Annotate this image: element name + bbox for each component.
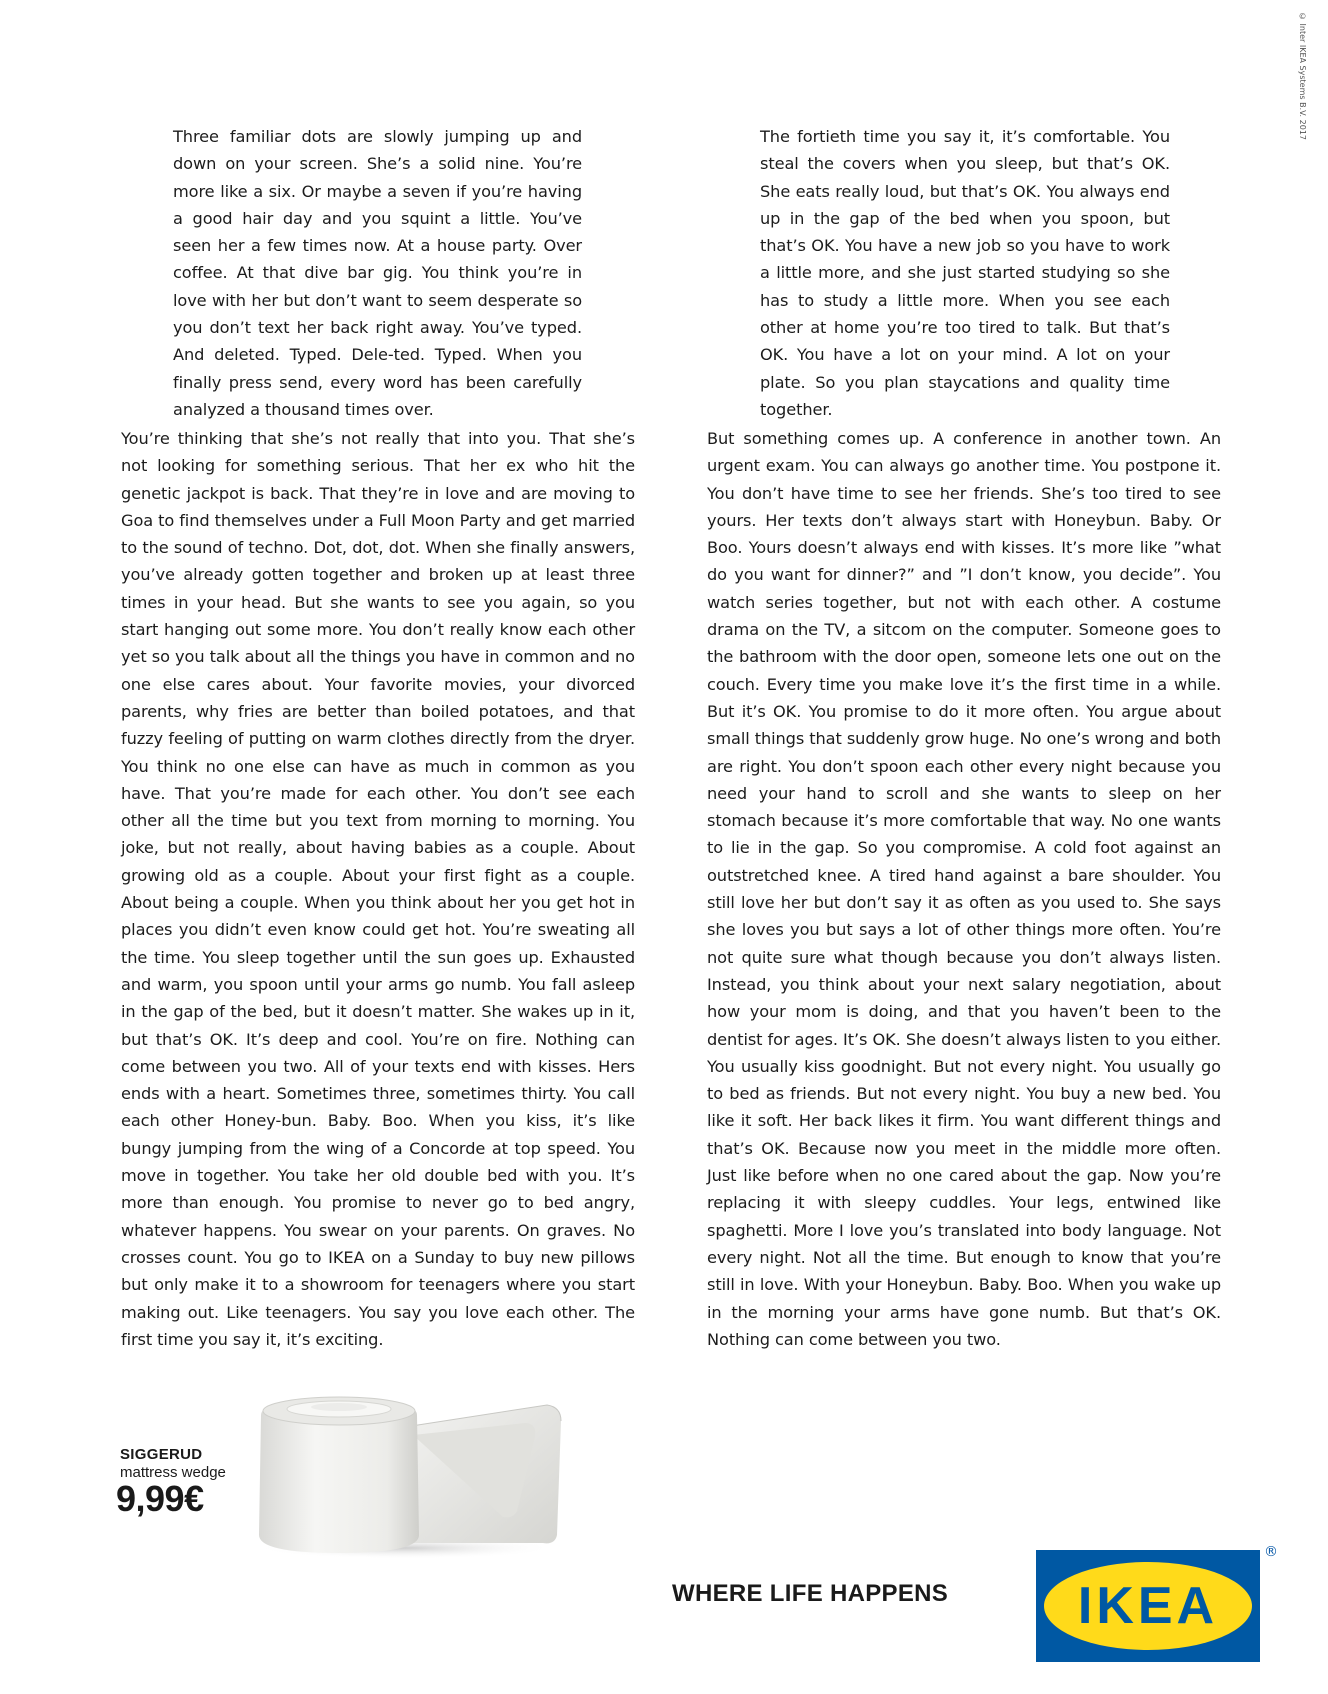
ikea-logo-text: IKEA [1077, 1577, 1219, 1635]
story-paragraph-2: The fortieth time you say it, it’s comfortable. You steal the covers when you sleep, but that’s OK. She eats really loud, but that’s OK. You always end up in the gap of the bed when you spoon, but that’s OK. You have a new job so you have to work a little more, and she just started studying so she has to study a little more. When you see each other at home you’re too tired to talk. But that’s OK. You have a lot on your mind. A lot on your plate. So you plan staycations and quality time together. [760, 127, 1170, 419]
story-paragraph-4: But something comes up. A conference in another town. An urgent exam. You can always go another time. You postpone it. You don’t have time to see her friends. She’s too tired to see yours. Her texts don’t always start with Honeybun. Baby. Or Boo. Yours doesn’t always end with kisses. It’s more like ”what do you want for dinner?” and ”I don’t know, you decide”. You watch series together, but not with each other. A costume drama on the TV, a sitcom on the computer. Someone goes to the bathroom with the door open, someone lets one out on the couch. Every time you make love it’s the first time in a while. But it’s OK. You promise to do it more often. You argue about small things that suddenly grow huge. No one’s wrong and both are right. You don’t spoon each other every night because you need your hand to scroll and she wants to sleep on her stomach because it’s more comfortable that way. No one wants to lie in the gap. So you compromise. A cold foot against an outstretched knee. A tired hand against a bare shoulder. You still love her but don’t say it as often as you used to. She says she loves you but says a lot of other things more often. You’re not quite sure what though because you don’t always listen. Instead, you think about your next salary negotiation, about how your mom is doing, and that you haven’t been to the dentist for ages. It’s OK. She doesn’t always listen to you either. You usually kiss goodnight. But not every night. You usually go to bed as friends. But not every night. You buy a new bed. You like it soft. Her back likes it firm. You want different things and that’s OK. Because now you meet in the middle more often. Just like before when no one cared about the gap. Now you’re replacing it with sleepy cuddles. Your legs, entwined like spaghetti. More I love you’s translated into body language. Not every night. Not all the time. But enough to know that you’re still in love. With your Honeybun. Baby. Boo. When you wake up in the morning your arms have gone numb. But that’s OK. Nothing can come between you two. [707, 429, 1221, 1349]
story-paragraph-3: You’re thinking that she’s not really that into you. That she’s not looking for something serious. That her ex who hit the genetic jackpot is back. That they’re in love and are moving to Goa to find themselves under a Full Moon Party and get married to the sound of techno. Dot, dot, dot. When she finally answers, you’ve already gotten together and broken up at least three times in your head. But she wants to see you again, so you start hanging out some more. You don’t really know each other yet so you talk about all the things you have in common and no one else cares about. Your favorite movies, your divorced parents, why fries are better than boiled potatoes, and that fuzzy feeling of putting on warm clothes directly from the dryer. You think no one else can have as much in common as you have. That you’re made for each other. You don’t see each other all the time but you text from morning to morning. You joke, but not really, about having babies as a couple. About growing old as a couple. About your first fight as a couple. About being a couple. When you think about her you get hot in places you didn’t even know could get hot. You’re sweating all the time. You sleep together until the sun goes up. Exhausted and warm, you spoon until your arms go numb. You fall asleep in the gap of the bed, but it doesn’t matter. She wakes up in it, but that’s OK. It’s deep and cool. You’re on fire. Nothing can come between you two. All of your texts end with kisses. Hers ends with a heart. Sometimes three, sometimes thirty. You call each other Honey-bun. Baby. Boo. When you kiss, it’s like bungy jumping from the wing of a Concorde at top speed. You move in together. You take her old double bed with you. It’s more than enough. You promise to never go to bed angry, whatever happens. You swear on your parents. On graves. No crosses count. You go to IKEA on a Sunday to buy new pillows but only make it to a showroom for teenagers where you start making out. Like teenagers. You say you love each other. The first time you say it, it’s exciting. [121, 429, 636, 1349]
product-price: 9,99€ [116, 1478, 204, 1519]
registered-mark: ® [1264, 1544, 1278, 1560]
story-paragraph-1: Three familiar dots are slowly jumping up and down on your screen. She’s a solid nine. You’re more like a six. Or maybe a seven if you’re having a good hair day and you squint a little. You’ve seen her a few times now. At a house party. Over coffee. At that dive bar gig. You think you’re in love with her but don’t want to seem desperate so you don’t text her back right away. You’ve typed. And deleted. Typed. Dele-ted. Typed. When you finally press send, every word has been carefully analyzed a thousand times over. [173, 127, 582, 419]
product-type: mattress wedge [120, 1464, 226, 1481]
slogan: WHERE LIFE HAPPENS [672, 1580, 949, 1607]
product-name: SIGGERUD [120, 1446, 203, 1463]
copyright-notice: © Inter IKEA Systems B.V. 2017 [1298, 12, 1307, 140]
ikea-logo [1036, 1550, 1260, 1662]
mattress-wedge-image [255, 1385, 565, 1560]
